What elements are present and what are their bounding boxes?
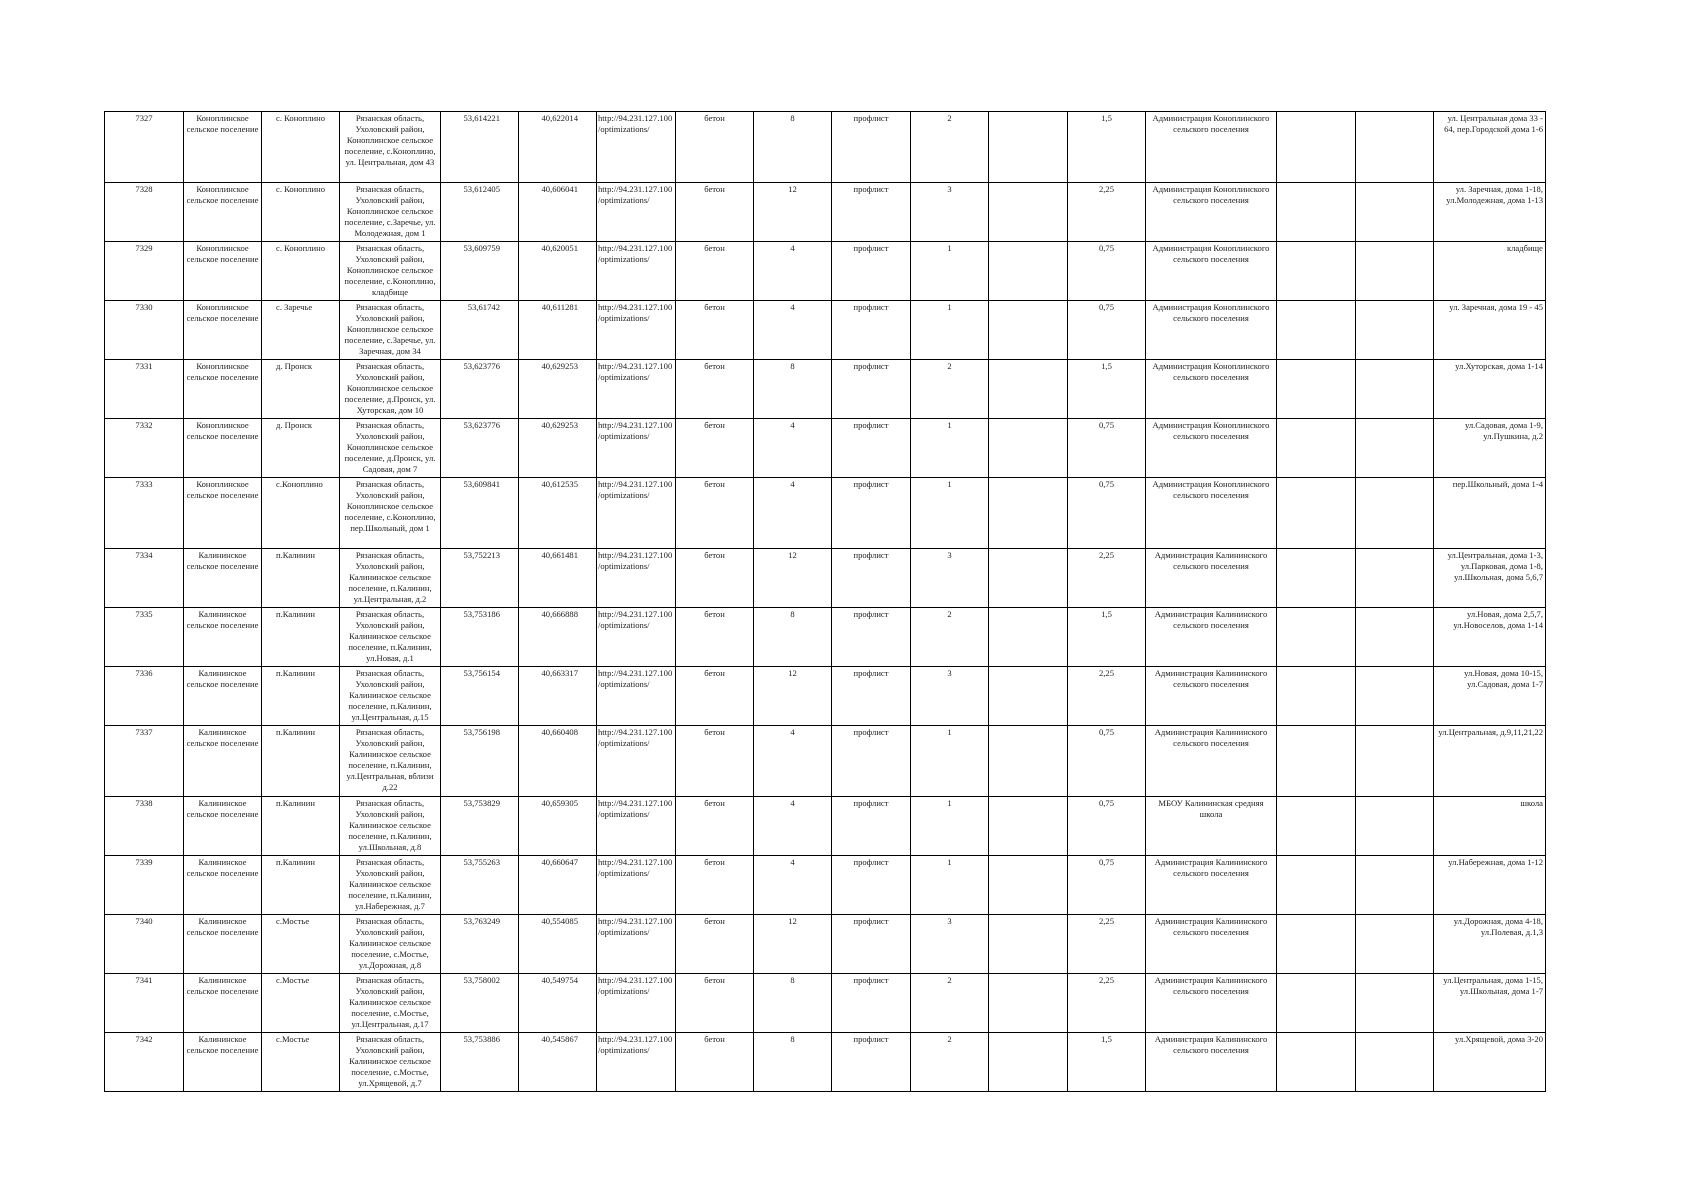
cell-fence: профлист [832, 419, 911, 478]
cell-settlement: Калининское сельское поселение [184, 856, 262, 915]
cell-latitude: 53,609841 [441, 478, 519, 549]
cell-empty [989, 242, 1068, 301]
cell-settlement: Коноплинское сельское поселение [184, 478, 262, 549]
table-row [105, 726, 1546, 797]
cell-area: 4 [754, 301, 832, 360]
cell-id: 7331 [105, 360, 184, 419]
cell-id: 7335 [105, 608, 184, 667]
cell-url: http://94.231.127.100/optimizations/ [597, 242, 676, 301]
cell-surface: бетон [676, 112, 754, 183]
cell-address: Рязанская область, Ухоловский район, Калининское сельское поселение, п.Калинин, ул.Центральная, д.2 [340, 549, 441, 608]
cell-volume: 0,75 [1068, 797, 1146, 856]
cell-area: 12 [754, 667, 832, 726]
cell-owner: Администрация Калининского сельского поселения [1146, 667, 1277, 726]
cell-containers: 1 [911, 856, 989, 915]
cell-area: 8 [754, 360, 832, 419]
cell-id: 7330 [105, 301, 184, 360]
cell-empty [1356, 1033, 1434, 1092]
cell-latitude: 53,623776 [441, 360, 519, 419]
cell-place: п.Калинин [262, 856, 340, 915]
cell-sources: ул.Хуторская, дома 1-14 [1434, 360, 1546, 419]
cell-empty [989, 974, 1068, 1033]
cell-url: http://94.231.127.100/optimizations/ [597, 112, 676, 183]
cell-settlement: Коноплинское сельское поселение [184, 112, 262, 183]
cell-empty [989, 726, 1068, 797]
cell-owner: Администрация Коноплинского сельского поселения [1146, 478, 1277, 549]
cell-url: http://94.231.127.100/optimizations/ [597, 183, 676, 242]
cell-volume: 1,5 [1068, 608, 1146, 667]
cell-id: 7327 [105, 112, 184, 183]
cell-address: Рязанская область, Ухоловский район, Коноплинское сельское поселение, с.Коноплино, ул. Центральная, дом 43 [340, 112, 441, 183]
cell-containers: 3 [911, 915, 989, 974]
cell-owner: Администрация Калининского сельского поселения [1146, 974, 1277, 1033]
cell-url: http://94.231.127.100/optimizations/ [597, 797, 676, 856]
cell-empty [1277, 974, 1356, 1033]
cell-containers: 1 [911, 797, 989, 856]
cell-owner: Администрация Коноплинского сельского поселения [1146, 242, 1277, 301]
cell-url: http://94.231.127.100/optimizations/ [597, 301, 676, 360]
cell-area: 4 [754, 419, 832, 478]
cell-sources: кладбище [1434, 242, 1546, 301]
cell-empty [989, 183, 1068, 242]
cell-fence: профлист [832, 726, 911, 797]
cell-id: 7329 [105, 242, 184, 301]
cell-owner: Администрация Коноплинского сельского поселения [1146, 112, 1277, 183]
cell-latitude: 53,753829 [441, 797, 519, 856]
cell-latitude: 53,752213 [441, 549, 519, 608]
cell-owner: Администрация Коноплинского сельского поселения [1146, 183, 1277, 242]
cell-empty [989, 667, 1068, 726]
table-row [105, 667, 1546, 726]
cell-longitude: 40,620051 [519, 242, 597, 301]
cell-containers: 2 [911, 1033, 989, 1092]
cell-area: 4 [754, 856, 832, 915]
cell-area: 12 [754, 549, 832, 608]
table-row [105, 549, 1546, 608]
cell-address: Рязанская область, Ухоловский район, Калининское сельское поселение, п.Калинин, ул.Набережная, д.7 [340, 856, 441, 915]
cell-surface: бетон [676, 608, 754, 667]
cell-id: 7328 [105, 183, 184, 242]
cell-url: http://94.231.127.100/optimizations/ [597, 1033, 676, 1092]
cell-fence: профлист [832, 667, 911, 726]
cell-empty [1356, 112, 1434, 183]
cell-latitude: 53,753186 [441, 608, 519, 667]
cell-empty [1356, 856, 1434, 915]
cell-sources: ул.Новая, дома 10-15, ул.Садовая, дома 1-7 [1434, 667, 1546, 726]
registry-table [104, 111, 1546, 1092]
cell-empty [1277, 360, 1356, 419]
cell-longitude: 40,663317 [519, 667, 597, 726]
cell-sources: пер.Школьный, дома 1-4 [1434, 478, 1546, 549]
cell-settlement: Коноплинское сельское поселение [184, 183, 262, 242]
cell-area: 8 [754, 974, 832, 1033]
cell-empty [989, 478, 1068, 549]
cell-volume: 0,75 [1068, 478, 1146, 549]
cell-settlement: Коноплинское сельское поселение [184, 419, 262, 478]
cell-area: 8 [754, 608, 832, 667]
cell-surface: бетон [676, 856, 754, 915]
cell-volume: 0,75 [1068, 242, 1146, 301]
cell-place: с. Заречье [262, 301, 340, 360]
cell-empty [989, 301, 1068, 360]
cell-area: 8 [754, 112, 832, 183]
cell-owner: Администрация Коноплинского сельского поселения [1146, 419, 1277, 478]
cell-empty [989, 419, 1068, 478]
cell-surface: бетон [676, 419, 754, 478]
cell-latitude: 53,753886 [441, 1033, 519, 1092]
cell-latitude: 53,612405 [441, 183, 519, 242]
cell-fence: профлист [832, 183, 911, 242]
cell-fence: профлист [832, 242, 911, 301]
cell-containers: 2 [911, 360, 989, 419]
cell-containers: 3 [911, 183, 989, 242]
cell-fence: профлист [832, 797, 911, 856]
cell-containers: 1 [911, 726, 989, 797]
cell-place: д. Пронск [262, 360, 340, 419]
cell-settlement: Калининское сельское поселение [184, 726, 262, 797]
table-row [105, 301, 1546, 360]
cell-place: п.Калинин [262, 608, 340, 667]
cell-empty [1277, 726, 1356, 797]
cell-empty [1356, 915, 1434, 974]
cell-url: http://94.231.127.100/optimizations/ [597, 478, 676, 549]
cell-empty [1356, 183, 1434, 242]
cell-surface: бетон [676, 478, 754, 549]
cell-volume: 0,75 [1068, 419, 1146, 478]
cell-place: с. Коноплино [262, 242, 340, 301]
cell-latitude: 53,609759 [441, 242, 519, 301]
cell-id: 7340 [105, 915, 184, 974]
cell-fence: профлист [832, 549, 911, 608]
cell-address: Рязанская область, Ухоловский район, Калининское сельское поселение, п.Калинин, ул.Школьная, д.8 [340, 797, 441, 856]
cell-settlement: Калининское сельское поселение [184, 797, 262, 856]
cell-owner: Администрация Коноплинского сельского поселения [1146, 301, 1277, 360]
cell-fence: профлист [832, 360, 911, 419]
cell-containers: 2 [911, 608, 989, 667]
cell-longitude: 40,622014 [519, 112, 597, 183]
cell-address: Рязанская область, Ухоловский район, Калининское сельское поселение, п.Калинин, ул.Новая, д.1 [340, 608, 441, 667]
cell-volume: 1,5 [1068, 360, 1146, 419]
cell-empty [989, 1033, 1068, 1092]
table-row [105, 797, 1546, 856]
cell-owner: МБОУ Калининская средняя школа [1146, 797, 1277, 856]
cell-longitude: 40,554085 [519, 915, 597, 974]
cell-place: п.Калинин [262, 797, 340, 856]
cell-empty [1356, 360, 1434, 419]
cell-fence: профлист [832, 608, 911, 667]
cell-id: 7338 [105, 797, 184, 856]
cell-volume: 1,5 [1068, 112, 1146, 183]
cell-fence: профлист [832, 974, 911, 1033]
cell-latitude: 53,756154 [441, 667, 519, 726]
cell-settlement: Коноплинское сельское поселение [184, 360, 262, 419]
table-row [105, 183, 1546, 242]
cell-owner: Администрация Калининского сельского поселения [1146, 915, 1277, 974]
cell-empty [1277, 112, 1356, 183]
cell-empty [1277, 478, 1356, 549]
table-row [105, 974, 1546, 1033]
cell-containers: 3 [911, 549, 989, 608]
cell-latitude: 53,614221 [441, 112, 519, 183]
cell-longitude: 40,660647 [519, 856, 597, 915]
cell-latitude: 53,623776 [441, 419, 519, 478]
cell-settlement: Калининское сельское поселение [184, 1033, 262, 1092]
cell-empty [1277, 667, 1356, 726]
cell-empty [1277, 1033, 1356, 1092]
cell-surface: бетон [676, 726, 754, 797]
cell-empty [989, 112, 1068, 183]
cell-sources: ул.Центральная, д.9,11,21,22 [1434, 726, 1546, 797]
cell-surface: бетон [676, 360, 754, 419]
cell-latitude: 53,61742 [441, 301, 519, 360]
cell-empty [1277, 915, 1356, 974]
cell-sources: ул.Центральная, дома 1-3, ул.Парковая, дома 1-8, ул.Школьная, дома 5,6,7 [1434, 549, 1546, 608]
cell-place: с.Коноплино [262, 478, 340, 549]
cell-volume: 0,75 [1068, 301, 1146, 360]
cell-fence: профлист [832, 1033, 911, 1092]
cell-id: 7333 [105, 478, 184, 549]
cell-empty [1356, 797, 1434, 856]
table-row [105, 915, 1546, 974]
cell-surface: бетон [676, 549, 754, 608]
cell-surface: бетон [676, 242, 754, 301]
cell-url: http://94.231.127.100/optimizations/ [597, 915, 676, 974]
cell-longitude: 40,606041 [519, 183, 597, 242]
cell-fence: профлист [832, 478, 911, 549]
cell-address: Рязанская область, Ухоловский район, Калининское сельское поселение, с.Мостье, ул.Центральная, д.17 [340, 974, 441, 1033]
cell-latitude: 53,756198 [441, 726, 519, 797]
cell-empty [989, 856, 1068, 915]
table-row [105, 608, 1546, 667]
cell-id: 7342 [105, 1033, 184, 1092]
cell-fence: профлист [832, 856, 911, 915]
cell-containers: 2 [911, 112, 989, 183]
cell-address: Рязанская область, Ухоловский район, Калининское сельское поселение, п.Калинин, ул.Центральная, вблизи д.22 [340, 726, 441, 797]
cell-empty [1277, 608, 1356, 667]
cell-longitude: 40,549754 [519, 974, 597, 1033]
cell-longitude: 40,545867 [519, 1033, 597, 1092]
cell-area: 8 [754, 1033, 832, 1092]
cell-longitude: 40,629253 [519, 360, 597, 419]
cell-volume: 2,25 [1068, 915, 1146, 974]
cell-longitude: 40,659305 [519, 797, 597, 856]
table-row [105, 856, 1546, 915]
cell-surface: бетон [676, 915, 754, 974]
table-row [105, 1033, 1546, 1092]
cell-address: Рязанская область, Ухоловский район, Коноплинское сельское поселение, с.Заречье, ул. Молодежная, дом 1 [340, 183, 441, 242]
cell-longitude: 40,612535 [519, 478, 597, 549]
cell-latitude: 53,758002 [441, 974, 519, 1033]
cell-volume: 0,75 [1068, 726, 1146, 797]
cell-surface: бетон [676, 1033, 754, 1092]
cell-surface: бетон [676, 974, 754, 1033]
cell-url: http://94.231.127.100/optimizations/ [597, 667, 676, 726]
cell-url: http://94.231.127.100/optimizations/ [597, 974, 676, 1033]
cell-empty [1356, 608, 1434, 667]
cell-longitude: 40,660408 [519, 726, 597, 797]
cell-place: с.Мостье [262, 974, 340, 1033]
cell-surface: бетон [676, 301, 754, 360]
cell-volume: 2,25 [1068, 974, 1146, 1033]
cell-id: 7339 [105, 856, 184, 915]
cell-empty [1277, 797, 1356, 856]
table-body [105, 112, 1546, 1092]
cell-place: с.Мостье [262, 1033, 340, 1092]
cell-address: Рязанская область, Ухоловский район, Калининское сельское поселение, с.Мостье, ул.Хрящевой, д.7 [340, 1033, 441, 1092]
cell-longitude: 40,661481 [519, 549, 597, 608]
cell-empty [1277, 301, 1356, 360]
cell-fence: профлист [832, 301, 911, 360]
cell-address: Рязанская область, Ухоловский район, Коноплинское сельское поселение, д.Пронск, ул. Садовая, дом 7 [340, 419, 441, 478]
cell-containers: 3 [911, 667, 989, 726]
cell-longitude: 40,629253 [519, 419, 597, 478]
cell-area: 4 [754, 726, 832, 797]
cell-volume: 1,5 [1068, 1033, 1146, 1092]
cell-volume: 0,75 [1068, 856, 1146, 915]
cell-id: 7336 [105, 667, 184, 726]
cell-area: 12 [754, 183, 832, 242]
cell-sources: ул.Центральная, дома 1-15, ул.Школьная, дома 1-7 [1434, 974, 1546, 1033]
cell-empty [1356, 549, 1434, 608]
cell-longitude: 40,666888 [519, 608, 597, 667]
table-row [105, 242, 1546, 301]
cell-url: http://94.231.127.100/optimizations/ [597, 360, 676, 419]
cell-area: 4 [754, 478, 832, 549]
cell-sources: ул. Заречная, дома 19 - 45 [1434, 301, 1546, 360]
cell-longitude: 40,611281 [519, 301, 597, 360]
cell-volume: 2,25 [1068, 667, 1146, 726]
cell-place: с. Коноплино [262, 183, 340, 242]
cell-empty [1277, 183, 1356, 242]
table-row [105, 360, 1546, 419]
cell-sources: ул.Хрящевой, дома 3-20 [1434, 1033, 1546, 1092]
cell-empty [989, 549, 1068, 608]
cell-address: Рязанская область, Ухоловский район, Коноплинское сельское поселение, с.Заречье, ул. Заречная, дом 34 [340, 301, 441, 360]
cell-url: http://94.231.127.100/optimizations/ [597, 419, 676, 478]
cell-sources: ул. Центральная дома 33 - 64, пер.Городской дома 1-6 [1434, 112, 1546, 183]
cell-owner: Администрация Калининского сельского поселения [1146, 1033, 1277, 1092]
cell-id: 7341 [105, 974, 184, 1033]
cell-surface: бетон [676, 797, 754, 856]
cell-surface: бетон [676, 667, 754, 726]
cell-empty [1356, 974, 1434, 1033]
cell-containers: 1 [911, 419, 989, 478]
table-row [105, 112, 1546, 183]
cell-empty [1277, 856, 1356, 915]
table-row [105, 419, 1546, 478]
cell-settlement: Калининское сельское поселение [184, 667, 262, 726]
cell-place: с. Коноплино [262, 112, 340, 183]
cell-sources: ул.Дорожная, дома 4-18, ул.Полевая, д.1,3 [1434, 915, 1546, 974]
cell-address: Рязанская область, Ухоловский район, Коноплинское сельское поселение, с.Коноплино, кладбище [340, 242, 441, 301]
cell-empty [1277, 549, 1356, 608]
cell-containers: 2 [911, 974, 989, 1033]
cell-sources: ул.Новая, дома 2,5,7, ул.Новоселов, дома 1-14 [1434, 608, 1546, 667]
cell-empty [1356, 478, 1434, 549]
cell-settlement: Калининское сельское поселение [184, 915, 262, 974]
cell-place: д. Пронск [262, 419, 340, 478]
cell-containers: 1 [911, 478, 989, 549]
cell-sources: ул.Садовая, дома 1-9, ул.Пушкина, д.2 [1434, 419, 1546, 478]
cell-place: с.Мостье [262, 915, 340, 974]
cell-owner: Администрация Калининского сельского поселения [1146, 726, 1277, 797]
cell-area: 4 [754, 242, 832, 301]
cell-url: http://94.231.127.100/optimizations/ [597, 549, 676, 608]
cell-empty [1277, 242, 1356, 301]
cell-empty [1356, 419, 1434, 478]
cell-volume: 2,25 [1068, 183, 1146, 242]
cell-area: 4 [754, 797, 832, 856]
cell-empty [1277, 419, 1356, 478]
cell-place: п.Калинин [262, 667, 340, 726]
cell-settlement: Калининское сельское поселение [184, 549, 262, 608]
cell-id: 7332 [105, 419, 184, 478]
cell-address: Рязанская область, Ухоловский район, Коноплинское сельское поселение, с.Коноплино, пер.Школьный, дом 1 [340, 478, 441, 549]
cell-area: 12 [754, 915, 832, 974]
cell-place: п.Калинин [262, 726, 340, 797]
cell-fence: профлист [832, 915, 911, 974]
cell-empty [989, 608, 1068, 667]
cell-empty [1356, 301, 1434, 360]
cell-settlement: Коноплинское сельское поселение [184, 301, 262, 360]
cell-owner: Администрация Калининского сельского поселения [1146, 608, 1277, 667]
cell-volume: 2,25 [1068, 549, 1146, 608]
cell-settlement: Коноплинское сельское поселение [184, 242, 262, 301]
cell-empty [1356, 242, 1434, 301]
cell-id: 7334 [105, 549, 184, 608]
cell-owner: Администрация Калининского сельского поселения [1146, 856, 1277, 915]
cell-containers: 1 [911, 301, 989, 360]
cell-id: 7337 [105, 726, 184, 797]
cell-settlement: Калининское сельское поселение [184, 974, 262, 1033]
cell-place: п.Калинин [262, 549, 340, 608]
cell-latitude: 53,755263 [441, 856, 519, 915]
cell-sources: ул.Набережная, дома 1-12 [1434, 856, 1546, 915]
cell-url: http://94.231.127.100/optimizations/ [597, 856, 676, 915]
cell-url: http://94.231.127.100/optimizations/ [597, 608, 676, 667]
cell-sources: школа [1434, 797, 1546, 856]
cell-fence: профлист [832, 112, 911, 183]
table-row [105, 478, 1546, 549]
cell-surface: бетон [676, 183, 754, 242]
cell-sources: ул. Заречная, дома 1-18, ул.Молодежная, дома 1-13 [1434, 183, 1546, 242]
cell-empty [1356, 726, 1434, 797]
cell-empty [989, 915, 1068, 974]
cell-containers: 1 [911, 242, 989, 301]
cell-address: Рязанская область, Ухоловский район, Калининское сельское поселение, с.Мостье, ул.Дорожная, д.8 [340, 915, 441, 974]
cell-empty [1356, 667, 1434, 726]
cell-empty [989, 797, 1068, 856]
cell-owner: Администрация Калининского сельского поселения [1146, 549, 1277, 608]
cell-settlement: Калининское сельское поселение [184, 608, 262, 667]
cell-url: http://94.231.127.100/optimizations/ [597, 726, 676, 797]
cell-address: Рязанская область, Ухоловский район, Коноплинское сельское поселение, д.Пронск, ул. Хуторская, дом 10 [340, 360, 441, 419]
cell-owner: Администрация Коноплинского сельского поселения [1146, 360, 1277, 419]
cell-latitude: 53,763249 [441, 915, 519, 974]
cell-empty [989, 360, 1068, 419]
cell-address: Рязанская область, Ухоловский район, Калининское сельское поселение, п.Калинин, ул.Центральная, д.15 [340, 667, 441, 726]
